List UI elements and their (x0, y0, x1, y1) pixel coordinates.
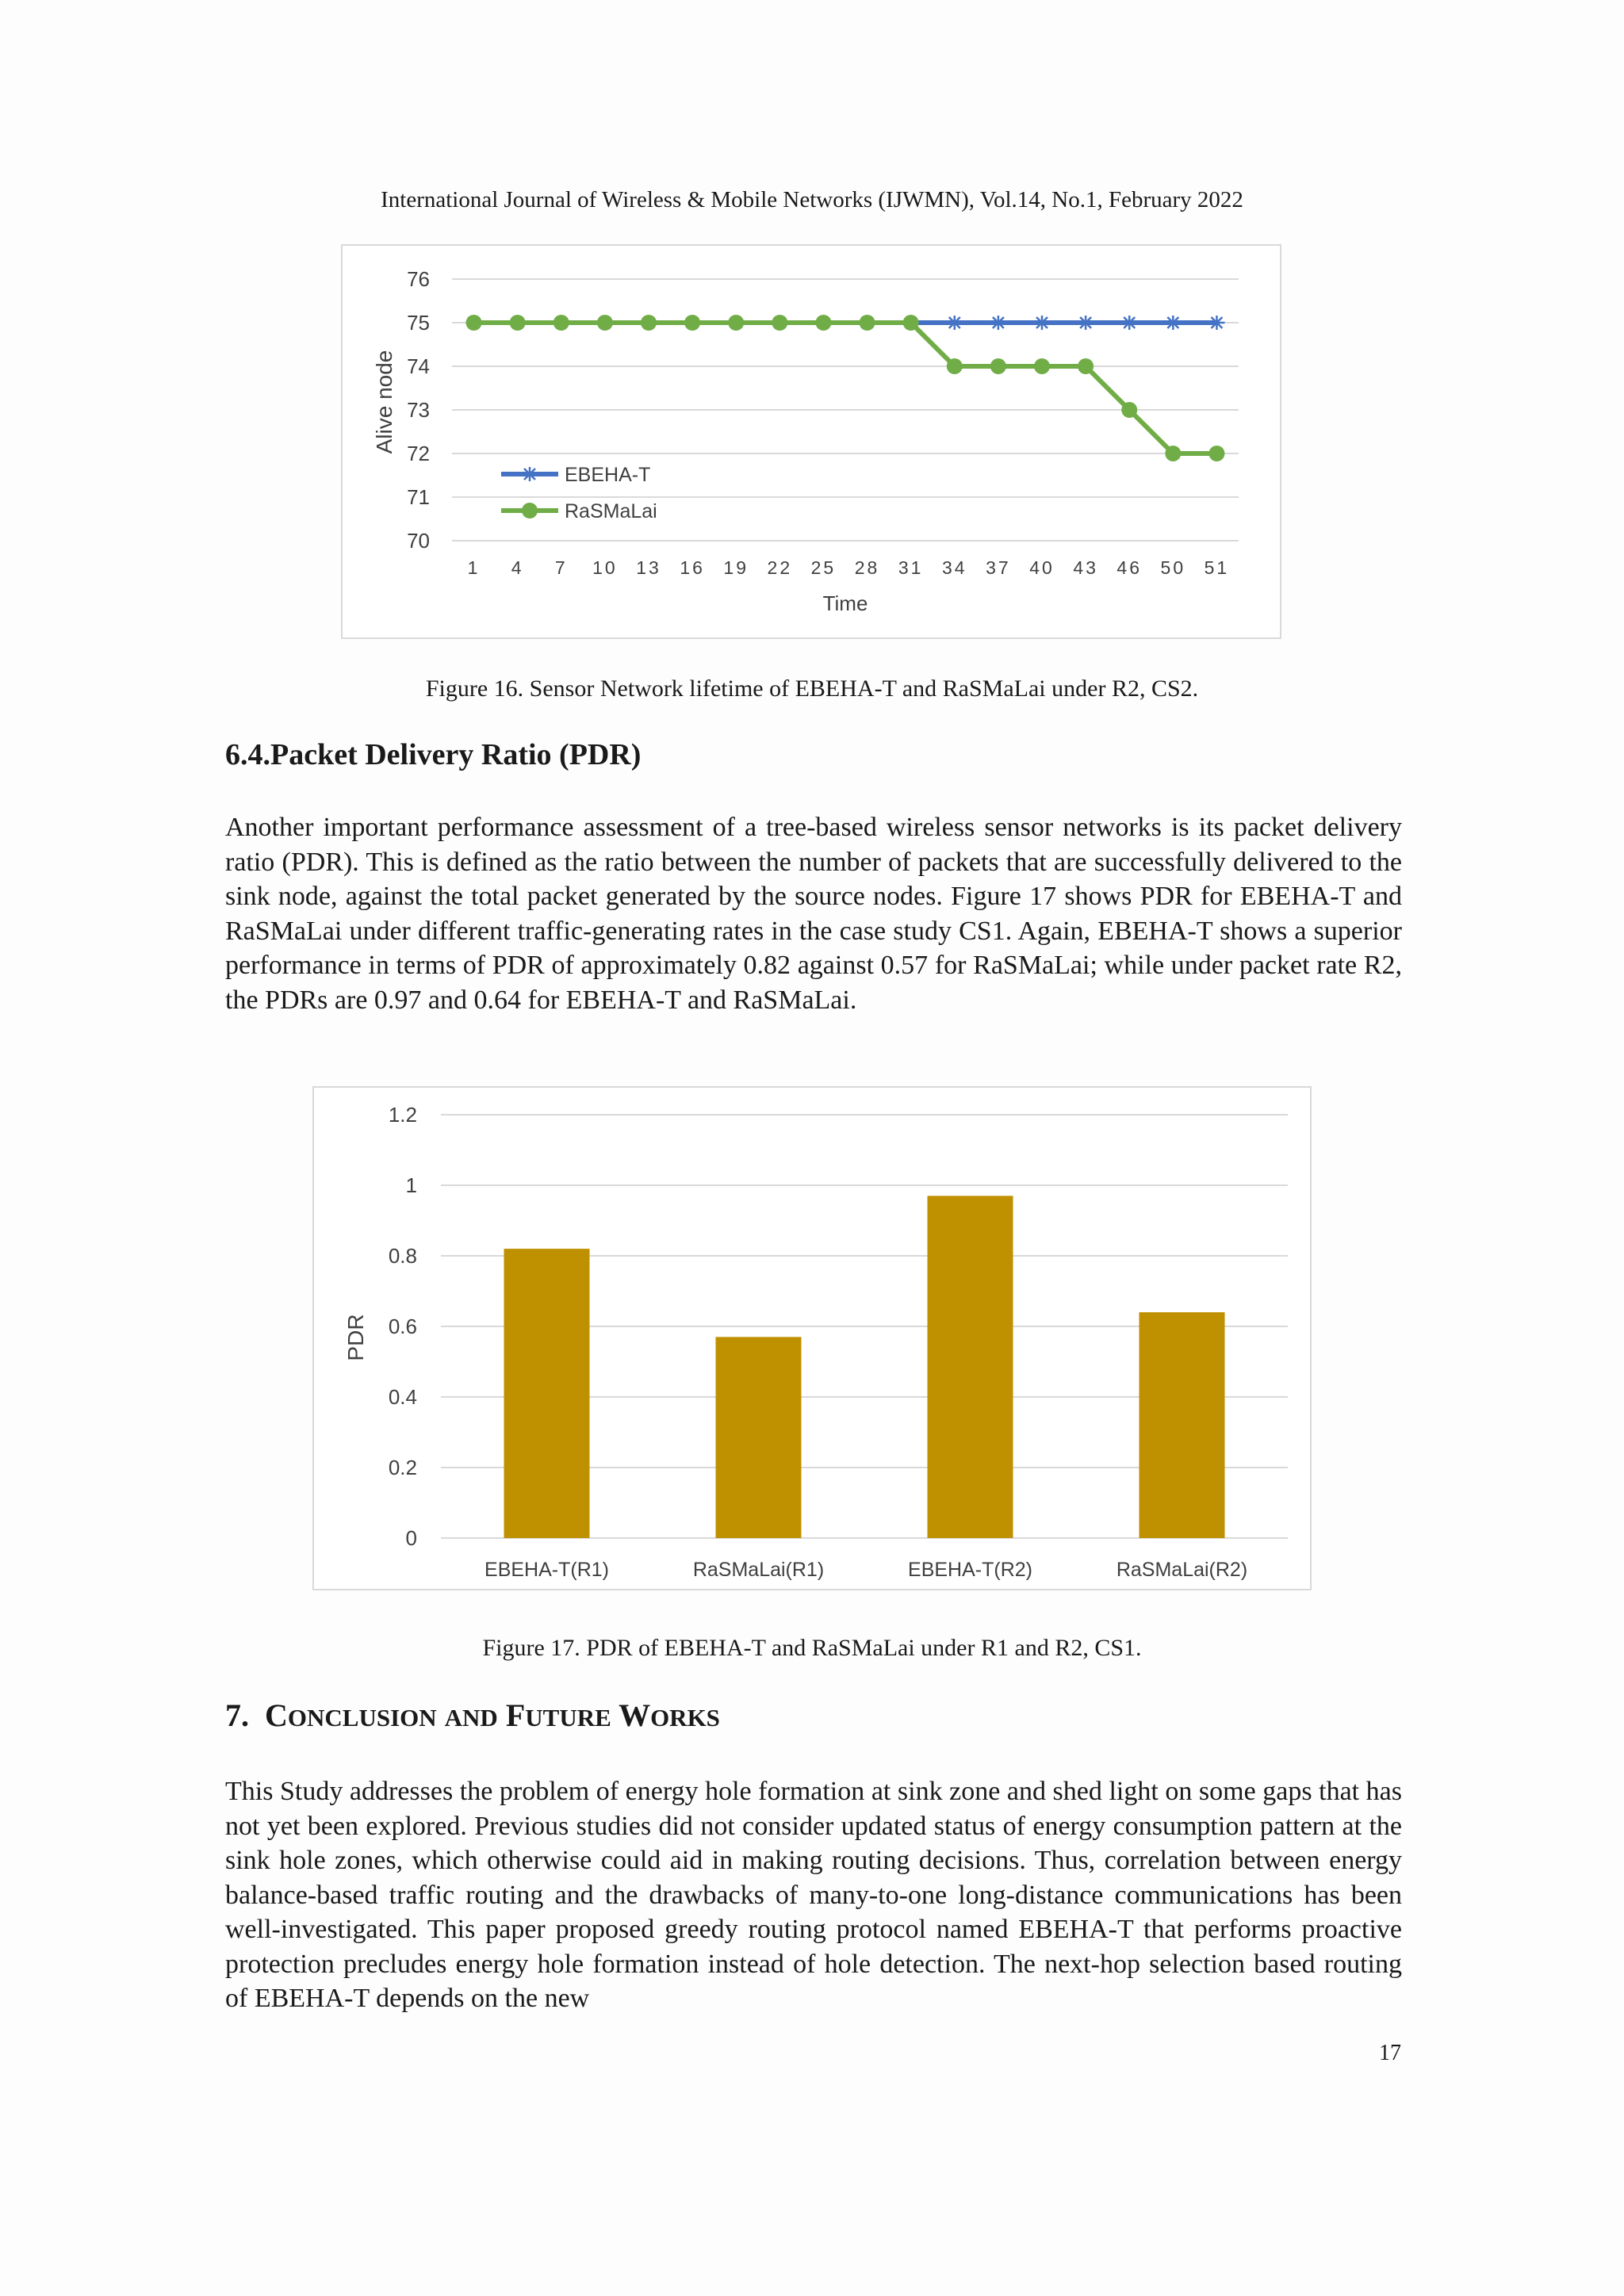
figure-17-chart (312, 1086, 1312, 1590)
x-tick-label: 16 (680, 557, 705, 578)
ebeha-t-point-marker (1121, 316, 1137, 330)
rasmalai-point-marker (1165, 446, 1181, 461)
y-tick-label: 0.8 (388, 1244, 417, 1268)
rasmalai-point-marker (947, 358, 963, 374)
rasmalai-point-marker (1078, 358, 1094, 374)
y-tick-label: 0 (405, 1526, 417, 1550)
y-tick-label: 1.2 (388, 1103, 417, 1127)
x-tick-label: 37 (986, 557, 1011, 578)
pdr-bar-chart (314, 1088, 1313, 1592)
ebeha-t-point-marker (522, 467, 538, 481)
x-axis-title: Time (822, 591, 868, 615)
x-tick-label: RaSMaLai(R2) (1116, 1559, 1248, 1581)
y-axis-title: PDR (343, 1314, 368, 1361)
y-tick-label: 74 (407, 354, 430, 378)
series-line (474, 323, 1217, 453)
section-7-paragraph: This Study addresses the problem of energy hole formation at sink zone and shed light on some gaps that has not yet been explored. Previous studies did not consider updated status of energy consumption pattern at the sink hole zones, which otherwise could aid in making routing decisions. Thus, correlation between energy balance-based traffic routing and the drawbacks of many-to-one long-distance communications has been well-investigated. This paper proposed greedy routing protocol named EBEHA-T that performs proactive protection precludes energy hole formation instead of hole detection. The next-hop selection based routing of EBEHA-T depends on the new (225, 1777, 1402, 2013)
lifetime-line-chart (343, 246, 1283, 641)
ebeha-t-point-marker (1078, 316, 1094, 330)
section-7-number: 7. (225, 1697, 249, 1733)
section-6-4-paragraph: Another important performance assessment of a tree-based wireless sensor networks is its packet delivery ratio (PDR). This is defined as the ratio between the number of packets that are successfully delivered to the sink node, against the total packet generated by the source nodes. Figure 17 shows PDR for EBEHA-T and RaSMaLai under different traffic-generating rates in the case study CS1. Again, EBEHA-T shows a superior performance in terms of PDR of approximately 0.82 against 0.57 for RaSMaLai; while under packet rate R2, the PDRs are 0.97 and 0.64 for EBEHA-T and RaSMaLai. (225, 813, 1402, 1015)
y-tick-label: 0.2 (388, 1456, 417, 1479)
x-tick-label: 40 (1029, 557, 1055, 578)
bar-rasmalai-r2- (1139, 1312, 1225, 1538)
ebeha-t-point-marker (1034, 316, 1050, 330)
rasmalai-point-marker (990, 358, 1006, 374)
page-number: 17 (1379, 2041, 1401, 2065)
x-tick-label: 25 (810, 557, 837, 578)
rasmalai-point-marker (597, 315, 613, 331)
y-axis-title: Alive node (372, 350, 396, 454)
rasmalai-point-marker (466, 315, 482, 331)
legend-label: RaSMaLai (565, 500, 657, 522)
bar-ebeha-t-r2- (928, 1196, 1013, 1538)
series-rasmalai (466, 315, 1225, 461)
rasmalai-point-marker (553, 315, 569, 331)
figure-16-caption: Figure 16. Sensor Network lifetime of EBEHA-T and RaSMaLai under R2, CS2. (425, 675, 1199, 702)
x-tick-label: 50 (1160, 557, 1186, 578)
x-tick-label: 19 (723, 557, 749, 578)
x-tick-label: RaSMaLai(R1) (692, 1559, 825, 1581)
y-tick-label: 1 (405, 1173, 417, 1197)
section-7-word-4: WORKS (619, 1697, 720, 1733)
x-tick-label: EBEHA-T(R2) (908, 1559, 1032, 1581)
rasmalai-point-marker (728, 315, 744, 331)
rasmalai-point-marker (860, 315, 875, 331)
y-tick-label: 71 (407, 485, 430, 509)
rasmalai-point-marker (903, 315, 919, 331)
ebeha-t-point-marker (1165, 316, 1181, 330)
x-tick-label: 51 (1204, 557, 1230, 578)
figure-17-caption: Figure 17. PDR of EBEHA-T and RaSMaLai under R1 and R2, CS1. (482, 1635, 1142, 1661)
y-tick-label: 76 (407, 267, 430, 291)
x-tick-label: 10 (592, 557, 618, 578)
section-7-word-3: FUTURE (505, 1697, 611, 1733)
y-tick-label: 75 (407, 311, 430, 335)
x-tick-label: 28 (854, 557, 880, 578)
journal-header: International Journal of Wireless & Mobile Networks (IJWMN), Vol.14, No.1, February 2022 (381, 187, 1243, 212)
x-tick-label: 13 (636, 557, 661, 578)
rasmalai-point-marker (772, 315, 787, 331)
y-tick-label: 72 (407, 442, 430, 465)
x-tick-label: EBEHA-T(R1) (485, 1559, 609, 1581)
section-7-word-2: AND (444, 1704, 498, 1732)
rasmalai-point-marker (1121, 402, 1137, 418)
x-tick-label: 1 (467, 557, 481, 578)
bar-rasmalai-r1- (716, 1337, 802, 1538)
rasmalai-point-marker (1208, 446, 1224, 461)
rasmalai-point-marker (641, 315, 657, 331)
legend (501, 464, 657, 522)
figure-16-chart (341, 244, 1281, 639)
rasmalai-point-marker (815, 315, 831, 331)
y-tick-label: 0.4 (388, 1385, 417, 1409)
bar-ebeha-t-r1- (504, 1249, 590, 1538)
section-7-title (225, 1697, 720, 1734)
y-tick-label: 0.6 (388, 1314, 417, 1338)
ebeha-t-point-marker (947, 316, 963, 330)
ebeha-t-point-marker (1208, 316, 1224, 330)
x-tick-label: 34 (941, 557, 967, 578)
x-tick-label: 43 (1073, 557, 1098, 578)
y-tick-label: 73 (407, 398, 430, 422)
section-6-4-title: 6.4.Packet Delivery Ratio (PDR) (225, 738, 642, 771)
y-tick-label: 70 (407, 529, 430, 553)
rasmalai-point-marker (1034, 358, 1050, 374)
section-7-word-1: CONCLUSION (265, 1697, 437, 1733)
rasmalai-point-marker (684, 315, 700, 331)
x-tick-label: 31 (898, 557, 924, 578)
legend-marker (522, 503, 538, 519)
rasmalai-point-marker (510, 315, 526, 331)
x-tick-label: 22 (767, 557, 793, 578)
ebeha-t-point-marker (990, 316, 1006, 330)
x-tick-label: 4 (511, 557, 524, 578)
x-tick-label: 46 (1116, 557, 1143, 578)
legend-label: EBEHA-T (565, 464, 651, 486)
x-tick-label: 7 (554, 557, 568, 578)
